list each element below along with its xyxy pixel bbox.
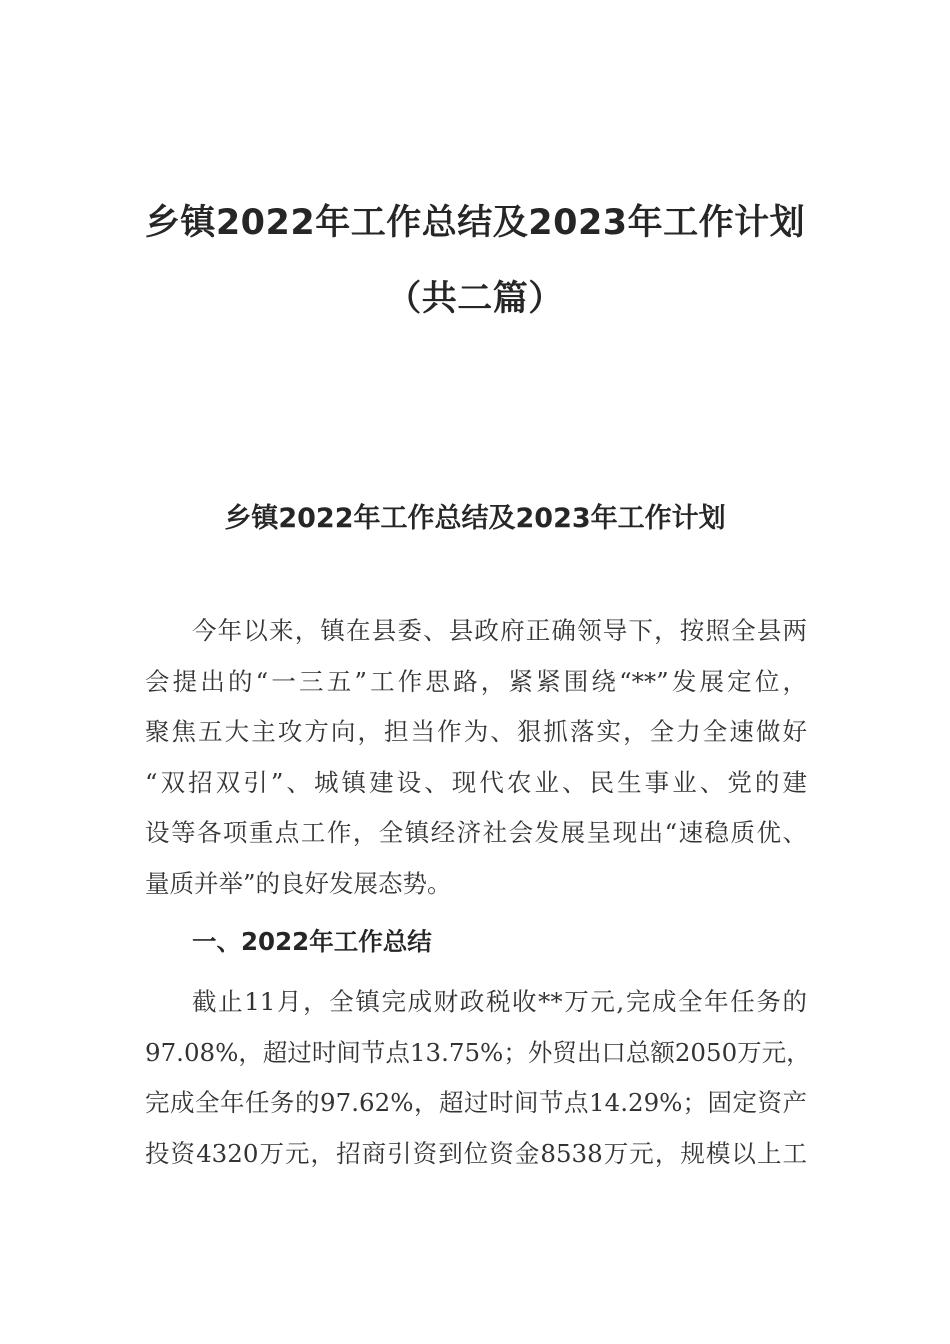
paragraph-line: 投资4320万元，招商引资到位资金8538万元，规模以上工 bbox=[145, 1138, 807, 1168]
document-subtitle: （共二篇） bbox=[386, 279, 564, 319]
paragraph-intro bbox=[145, 606, 807, 909]
paragraph-line: 截止11月，全镇完成财政税收**万元,完成全年任务的 bbox=[192, 987, 807, 1016]
paragraph-line: 今年以来，镇在县委、县政府正确领导下，按照全县两 bbox=[192, 616, 807, 645]
section-title: 乡镇2022年工作总结及2023年工作计划 bbox=[224, 503, 726, 534]
paragraph-line: 设等各项重点工作，全镇经济社会发展呈现出“速稳质优、 bbox=[145, 818, 807, 847]
paragraph-line: 完成全年任务的97.62%，超过时间节点14.29%；固定资产 bbox=[145, 1088, 807, 1117]
paragraph-line: 会提出的“一三五”工作思路，紧紧围绕“**”发展定位， bbox=[145, 666, 807, 696]
paragraph-summary bbox=[145, 977, 811, 1179]
document-title: 乡镇2022年工作总结及2023年工作计划 bbox=[144, 203, 806, 243]
paragraph-line: 量质并举”的良好发展态势。 bbox=[145, 868, 452, 898]
section-heading-summary: 一、2022年工作总结 bbox=[192, 927, 432, 956]
paragraph-line: 聚焦五大主攻方向，担当作为、狠抓落实，全力全速做好 bbox=[145, 717, 807, 746]
paragraph-line: “双招双引”、城镇建设、现代农业、民生事业、党的建 bbox=[145, 767, 807, 797]
paragraph-line: 97.08%，超过时间节点13.75%；外贸出口总额2050万元， bbox=[145, 1037, 811, 1067]
